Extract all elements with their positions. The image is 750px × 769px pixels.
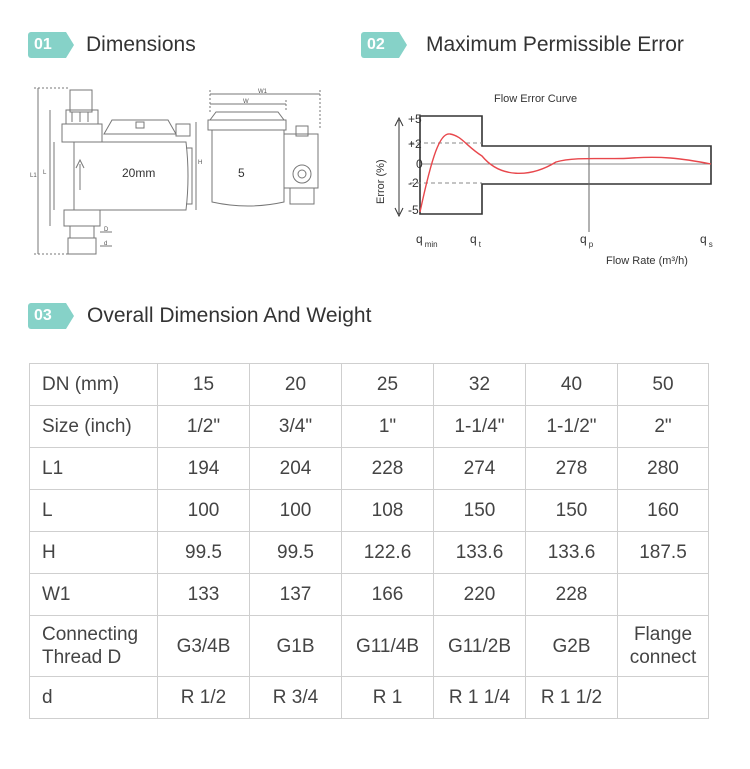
table-cell: R 3/4 bbox=[250, 677, 342, 719]
front-size-label: 20mm bbox=[122, 166, 156, 180]
dim-label-l: L bbox=[43, 170, 47, 176]
table-cell: 1" bbox=[342, 406, 434, 448]
dim-label-d-upper: D bbox=[104, 227, 109, 233]
ytick-minus2: -2 bbox=[408, 176, 419, 190]
xtick-qmin: q $_{min}$ bbox=[416, 232, 438, 249]
table-row bbox=[30, 406, 709, 448]
dim-label-w: W bbox=[243, 99, 249, 105]
table-row bbox=[30, 677, 709, 719]
tolerance-envelope bbox=[420, 116, 711, 214]
table-cell: 166 bbox=[342, 574, 434, 616]
table-cell: Flange connect bbox=[618, 616, 709, 677]
table-cell: 274 bbox=[434, 448, 526, 490]
table-row bbox=[30, 532, 709, 574]
xtick-qt: q $_t$ bbox=[470, 232, 481, 249]
table-cell: 99.5 bbox=[250, 532, 342, 574]
row-label: DN (mm) bbox=[30, 364, 158, 406]
table-cell: 204 bbox=[250, 448, 342, 490]
table-cell: 160 bbox=[618, 490, 709, 532]
table-cell: 1/2" bbox=[158, 406, 250, 448]
table-cell: 228 bbox=[342, 448, 434, 490]
table-cell: 133 bbox=[158, 574, 250, 616]
table-cell: 278 bbox=[526, 448, 618, 490]
table-cell: 20 bbox=[250, 364, 342, 406]
table-row bbox=[30, 490, 709, 532]
section-03-badge: 03 bbox=[28, 303, 66, 329]
dim-label-w1: W1 bbox=[258, 89, 267, 95]
table-cell: 1-1/4" bbox=[434, 406, 526, 448]
table-cell: 133.6 bbox=[526, 532, 618, 574]
table-cell: 2" bbox=[618, 406, 709, 448]
table-cell: 137 bbox=[250, 574, 342, 616]
table-cell: 187.5 bbox=[618, 532, 709, 574]
section-02-badge: 02 bbox=[361, 32, 399, 58]
x-axis-label: Flow Rate (m³/h) bbox=[606, 255, 688, 267]
table-cell: 40 bbox=[526, 364, 618, 406]
table-cell: 108 bbox=[342, 490, 434, 532]
table-cell bbox=[618, 677, 709, 719]
section-01-badge: 01 bbox=[28, 32, 66, 58]
row-label: L1 bbox=[30, 448, 158, 490]
row-label: L bbox=[30, 490, 158, 532]
table-cell: G2B bbox=[526, 616, 618, 677]
upper-nut bbox=[70, 90, 92, 112]
table-cell: G3/4B bbox=[158, 616, 250, 677]
table-cell: 220 bbox=[434, 574, 526, 616]
dim-label-d-lower: d bbox=[104, 241, 108, 247]
section-01-title: Dimensions bbox=[86, 33, 196, 56]
table-cell: 50 bbox=[618, 364, 709, 406]
table-cell bbox=[618, 574, 709, 616]
ytick-zero: 0 bbox=[416, 157, 423, 171]
table-cell: 150 bbox=[434, 490, 526, 532]
table-cell: 99.5 bbox=[158, 532, 250, 574]
row-label: Connecting Thread D bbox=[30, 616, 158, 677]
side-label: 5 bbox=[238, 166, 245, 180]
y-axis-label: Error (%) bbox=[375, 159, 387, 204]
row-label: Size (inch) bbox=[30, 406, 158, 448]
table-cell: R 1 bbox=[342, 677, 434, 719]
ytick-minus5: -5 bbox=[408, 203, 419, 217]
table-cell: 1-1/2" bbox=[526, 406, 618, 448]
table-cell: 150 bbox=[526, 490, 618, 532]
row-label: H bbox=[30, 532, 158, 574]
table-cell: 100 bbox=[250, 490, 342, 532]
xtick-qs: q $_s$ bbox=[700, 232, 713, 249]
table-cell: R 1/2 bbox=[158, 677, 250, 719]
section-03-title: Overall Dimension And Weight bbox=[87, 304, 372, 327]
chart-title: Flow Error Curve bbox=[494, 93, 578, 105]
dim-label-l1: L1 bbox=[30, 173, 37, 179]
table-cell: G11/2B bbox=[434, 616, 526, 677]
dim-label-h: H bbox=[198, 160, 203, 166]
table-cell: 122.6 bbox=[342, 532, 434, 574]
row-label: W1 bbox=[30, 574, 158, 616]
dimension-weight-table bbox=[29, 363, 709, 719]
table-row bbox=[30, 616, 709, 677]
xtick-qp: q $_p$ bbox=[580, 232, 594, 249]
table-cell: 25 bbox=[342, 364, 434, 406]
water-meter-dimension-drawing bbox=[28, 82, 338, 267]
table-cell: G11/4B bbox=[342, 616, 434, 677]
ytick-plus5: +5 bbox=[408, 112, 422, 126]
table-cell: 15 bbox=[158, 364, 250, 406]
table-row bbox=[30, 364, 709, 406]
row-label: d bbox=[30, 677, 158, 719]
table-cell: 194 bbox=[158, 448, 250, 490]
section-02-title: Maximum Permissible Error bbox=[426, 33, 684, 56]
table-cell: 32 bbox=[434, 364, 526, 406]
table-cell: 100 bbox=[158, 490, 250, 532]
table-row bbox=[30, 448, 709, 490]
ytick-plus2: +2 bbox=[408, 137, 422, 151]
table-cell: 3/4" bbox=[250, 406, 342, 448]
table-cell: G1B bbox=[250, 616, 342, 677]
table-cell: 133.6 bbox=[434, 532, 526, 574]
table-cell: 280 bbox=[618, 448, 709, 490]
table-cell: 228 bbox=[526, 574, 618, 616]
table-row bbox=[30, 574, 709, 616]
table-cell: R 1 1/2 bbox=[526, 677, 618, 719]
table-cell: R 1 1/4 bbox=[434, 677, 526, 719]
side-body bbox=[212, 130, 284, 206]
flow-error-curve-chart bbox=[370, 86, 722, 272]
